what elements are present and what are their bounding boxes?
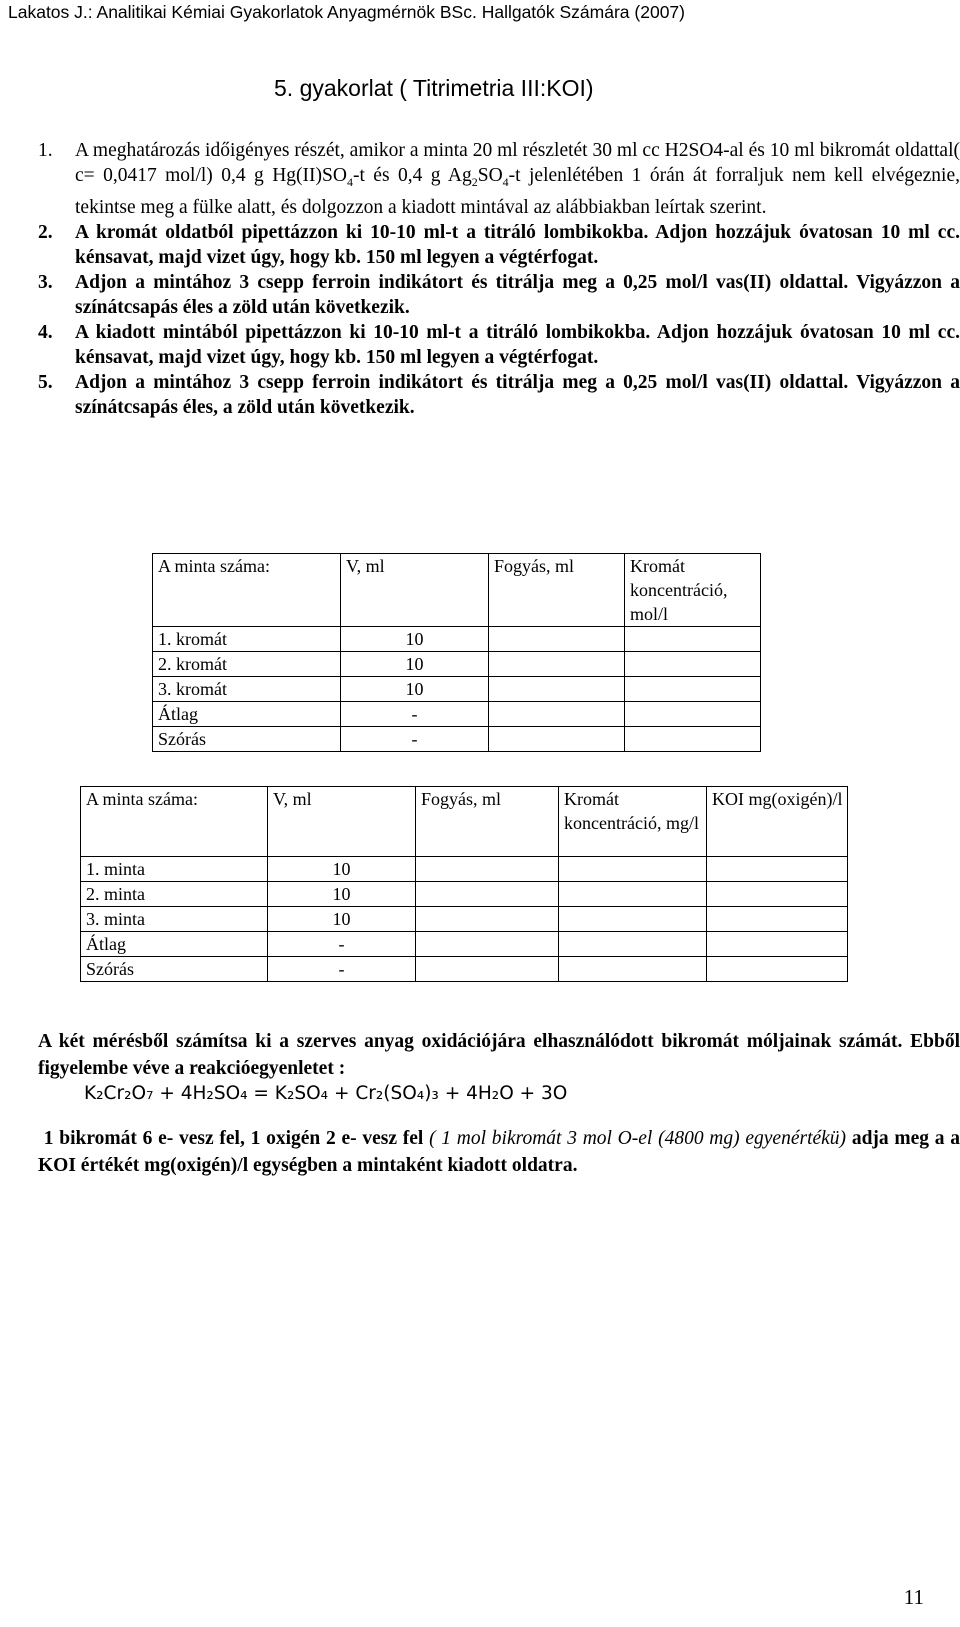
table-cell <box>625 702 761 727</box>
koi-task: adja meg a a KOI értékét mg(oxigén)/l egységben a mintaként kiadott oldatra. <box>38 1128 960 1176</box>
table-cell: 10 <box>341 652 489 677</box>
table-cell <box>489 702 625 727</box>
table-cell: - <box>268 957 416 982</box>
table-cell <box>416 932 559 957</box>
page-number: 11 <box>903 1585 924 1609</box>
header-cell: V, ml <box>341 554 489 627</box>
step-number: 2. <box>38 221 53 243</box>
table-cell: Átlag <box>153 702 341 727</box>
table-row <box>153 677 761 702</box>
table-cell: 1. minta <box>81 857 268 882</box>
table-cell <box>489 652 625 677</box>
table-cell <box>707 932 848 957</box>
reaction-equation: K₂Cr₂O₇ + 4H₂SO₄ = K₂SO₄ + Cr₂(SO₄)₃ + 4H₂O + 3O <box>84 1083 568 1104</box>
table-cell <box>416 957 559 982</box>
table-cell <box>625 627 761 652</box>
table-row <box>153 727 761 752</box>
step-3 <box>38 270 960 320</box>
table-cell <box>559 857 707 882</box>
equivalence-note: ( 1 mol bikromát 3 mol O-el (4800 mg) egyenértékü) <box>429 1128 847 1149</box>
step-number: 1. <box>38 140 53 161</box>
table-cell: 10 <box>268 857 416 882</box>
table-cell <box>707 882 848 907</box>
header-cell: Kromát koncentráció, mol/l <box>625 554 761 627</box>
table-cell <box>489 727 625 752</box>
table-cell <box>559 907 707 932</box>
table-row <box>81 957 848 982</box>
table-row <box>81 882 848 907</box>
table-cell: 10 <box>268 882 416 907</box>
step-text: A kromát oldatból pipettázzon ki 10-10 ml-t a titráló lombikokba. Adjon hozzájuk óvatosan 10 ml cc. kénsavat, majd vizet úgy, hogy kb. 150 ml legyen a végtérfogat. <box>75 221 960 268</box>
sample-table <box>80 786 848 982</box>
step-2 <box>38 220 960 270</box>
table-cell <box>416 907 559 932</box>
header-cell: KOI mg(oxigén)/l <box>707 787 848 857</box>
table-row <box>153 652 761 677</box>
step-text: Adjon a mintához 3 csepp ferroin indikátort és titrálja meg a 0,25 mol/l vas(II) oldattal. Vigyázzon a színátcsapás éles, a zöld után következik. <box>75 371 960 418</box>
table-cell <box>707 957 848 982</box>
header-cell: Fogyás, ml <box>416 787 559 857</box>
step-1 <box>38 138 960 220</box>
procedure-steps <box>38 138 960 420</box>
table-row <box>81 857 848 882</box>
table-cell: 10 <box>341 677 489 702</box>
table-cell <box>625 677 761 702</box>
table-cell <box>416 882 559 907</box>
header-cell: A minta száma: <box>153 554 341 627</box>
table-row <box>81 932 848 957</box>
running-header: Lakatos J.: Analitikai Kémiai Gyakorlatok Anyagmérnök BSc. Hallgatók Számára (2007) <box>8 2 685 22</box>
table-cell <box>489 677 625 702</box>
calculation-instruction: A két mérésből számítsa ki a szerves anyag oxidációjára elhasználódott bikromát móljainak számát. Ebből figyelembe véve a reakcióegyenletet : <box>38 1031 960 1079</box>
chromate-table <box>152 553 761 752</box>
electron-note: 1 bikromát 6 e- vesz fel, 1 oxigén 2 e- vesz fel <box>43 1128 424 1149</box>
table-cell <box>416 857 559 882</box>
header-cell: Kromát koncentráció, mg/l <box>559 787 707 857</box>
table-cell <box>559 932 707 957</box>
step-number: 4. <box>38 321 53 343</box>
step-number: 3. <box>38 271 53 293</box>
step-text: Adjon a mintához 3 csepp ferroin indikátort és titrálja meg a 0,25 mol/l vas(II) oldattal. Vigyázzon a színátcsapás éles a zöld után következik. <box>75 271 960 318</box>
table-cell <box>559 882 707 907</box>
table-cell <box>707 907 848 932</box>
table-row <box>81 907 848 932</box>
table-cell: - <box>341 727 489 752</box>
step-5 <box>38 370 960 420</box>
page-title: 5. gyakorlat ( Titrimetria III:KOI) <box>274 75 594 101</box>
table-cell: 3. minta <box>81 907 268 932</box>
table-cell: 10 <box>268 907 416 932</box>
step-number: 5. <box>38 371 53 393</box>
table-row <box>153 627 761 652</box>
table-cell <box>625 652 761 677</box>
table-cell <box>625 727 761 752</box>
table-header-row <box>81 787 848 857</box>
header-cell: Fogyás, ml <box>489 554 625 627</box>
step-text: A kiadott mintából pipettázzon ki 10-10 ml-t a titráló lombikokba. Adjon hozzájuk óvatosan 10 ml cc. kénsavat, majd vizet úgy, hogy kb. 150 ml legyen a végtérfogat. <box>75 321 960 368</box>
table-cell: - <box>341 702 489 727</box>
header-cell: A minta száma: <box>81 787 268 857</box>
table-cell: - <box>268 932 416 957</box>
table-row <box>153 702 761 727</box>
table-cell: 2. minta <box>81 882 268 907</box>
table-cell <box>489 627 625 652</box>
table-cell <box>707 857 848 882</box>
step-4 <box>38 320 960 370</box>
header-cell: V, ml <box>268 787 416 857</box>
table-cell <box>559 957 707 982</box>
table-cell: 3. kromát <box>153 677 341 702</box>
step-text: A meghatározás időigényes részét, amikor a minta 20 ml részletét 30 ml cc H2SO4-al és 10 ml bikromát oldattal( c= 0,0417 mol/l) 0,4 g $Hg(II)SO_4-t$ és 0,4 g $Ag_2SO_4-t$ jelenlétében 1 órán át forraljuk nem kell elvégeznie, tekintse meg a fülke alatt, és dolgozzon a kiadott mintával az alábbiakban leírtak szerint. <box>75 140 960 218</box>
table-cell: 10 <box>341 627 489 652</box>
table-cell: 1. kromát <box>153 627 341 652</box>
table-cell: Szórás <box>81 957 268 982</box>
koi-instruction <box>38 1125 960 1179</box>
table-header-row <box>153 554 761 627</box>
table-cell: 2. kromát <box>153 652 341 677</box>
table-cell: Átlag <box>81 932 268 957</box>
table-cell: Szórás <box>153 727 341 752</box>
